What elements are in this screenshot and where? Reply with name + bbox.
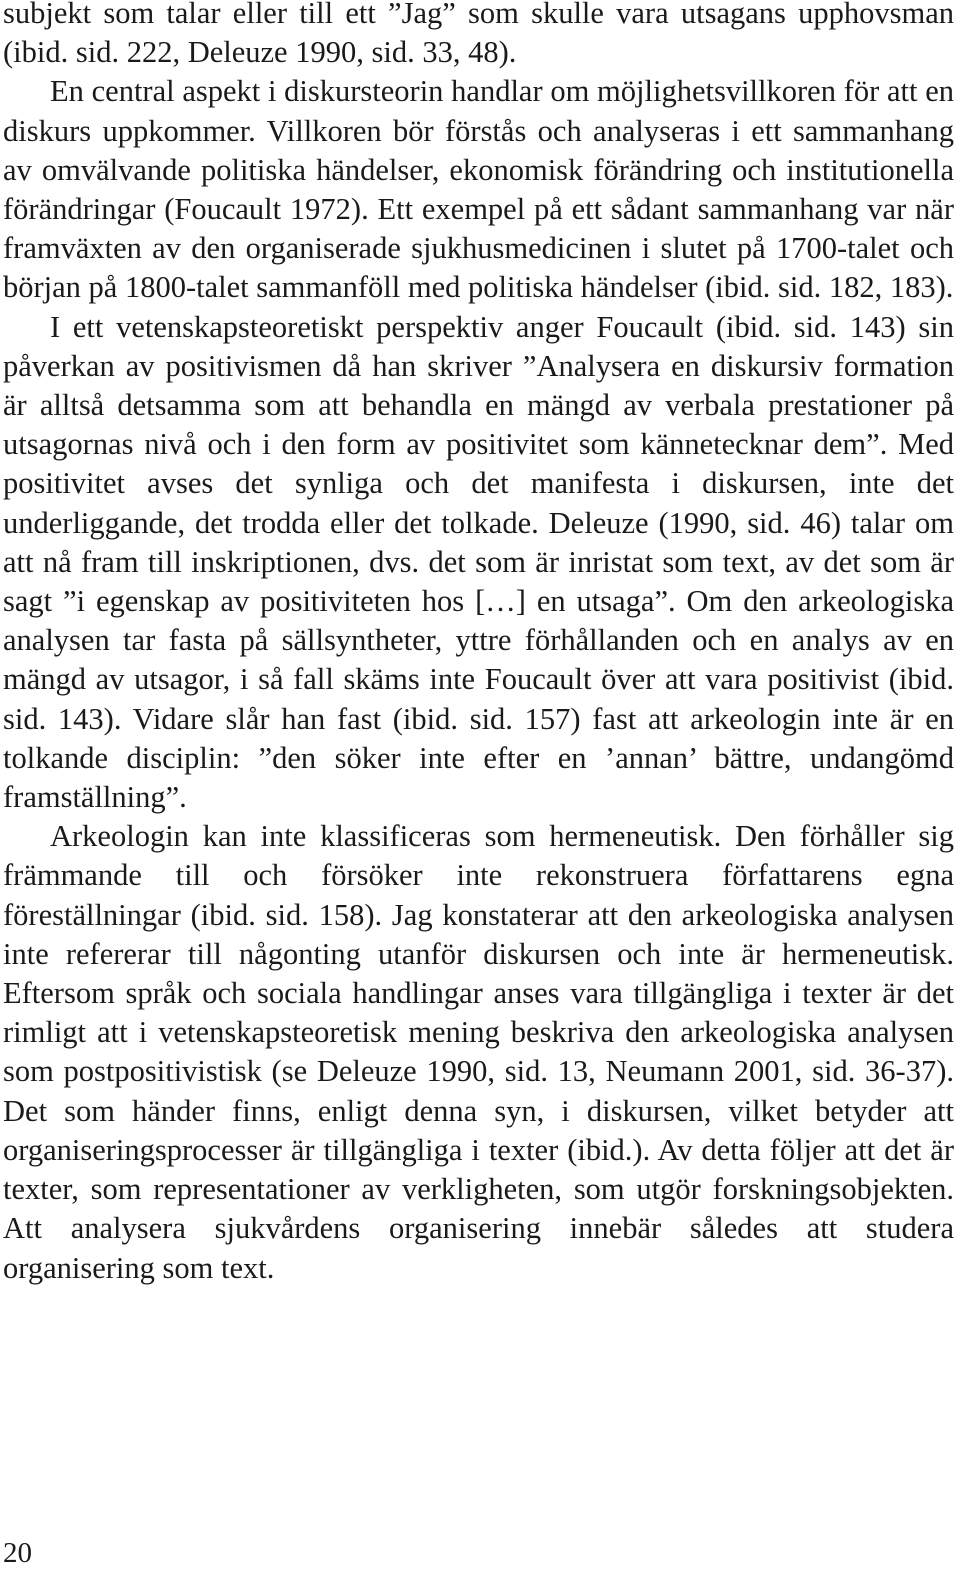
document-page: [3, 0, 954, 1572]
page-number: 20: [3, 1537, 32, 1569]
paragraph-positivism: I ett vetenskapsteoretiskt perspektiv anger Foucault (ibid. sid. 143) sin påverkan av positivismen då han skriver ”Analysera en diskursiv formation är alltså detsamma som att behandla en mängd av verbala prestationer på utsagornas nivå och i den form av positivitet som kännetecknar dem”. Med positivitet avses det synliga och det manifesta i diskursen, inte det underliggande, det trodda eller det tolkade. Deleuze (1990, sid. 46) talar om att nå fram till inskriptionen, dvs. det som är inristat som text, av det som är sagt ”i egenskap av positiviteten hos […] en utsaga”. Om den arkeologiska analysen tar fasta på sällsyntheter, yttre förhållanden och en analys av en mängd av utsagor, i så fall skäms inte Foucault över att vara positivist (ibid. sid. 143). Vidare slår han fast (ibid. sid. 157) fast att arkeologin inte är en tolkande disciplin: ”den söker inte efter en ’annan’ bättre, undangömd framställning”.: [3, 309, 954, 815]
body-text: [3, 0, 954, 1288]
paragraph-continuation: subjekt som talar eller till ett ”Jag” som skulle vara utsagans upphovsman (ibid. sid. 222, Deleuze 1990, sid. 33, 48).: [3, 0, 954, 70]
paragraph-hermeneutics: Arkeologin kan inte klassificeras som hermeneutisk. Den förhåller sig främmande till och försöker inte rekonstruera författarens egna föreställningar (ibid. sid. 158). Jag konstaterar att den arkeologiska analysen inte refererar till någonting utanför diskursen och inte är hermeneutisk. Eftersom språk och sociala handlingar anses vara tillgängliga i texter är det rimligt att i vetenskapsteoretisk mening beskriva den arkeologiska analysen som postpositivistisk (se Deleuze 1990, sid. 13, Neumann 2001, sid. 36-37). Det som händer finns, enligt denna syn, i diskursen, vilket betyder att organiseringsprocesser är tillgängliga i texter (ibid.). Av detta följer att det är texter, som representationer av verkligheten, som utgör forskningsobjekten. Att analysera sjukvårdens organisering innebär således att studera organisering som text.: [3, 819, 954, 1285]
paragraph-discourse-conditions: En central aspekt i diskursteorin handlar om möjlighetsvillkoren för att en diskurs uppkommer. Villkoren bör förstås och analyseras i ett sammanhang av omvälvande politiska händelser, ekonomisk förändring och institutionella förändringar (Foucault 1972). Ett exempel på ett sådant sammanhang var när framväxten av den organiserade sjukhusmedicinen i slutet på 1700-talet och början på 1800-talet sammanföll med politiska händelser (ibid. sid. 182, 183).: [3, 74, 954, 305]
